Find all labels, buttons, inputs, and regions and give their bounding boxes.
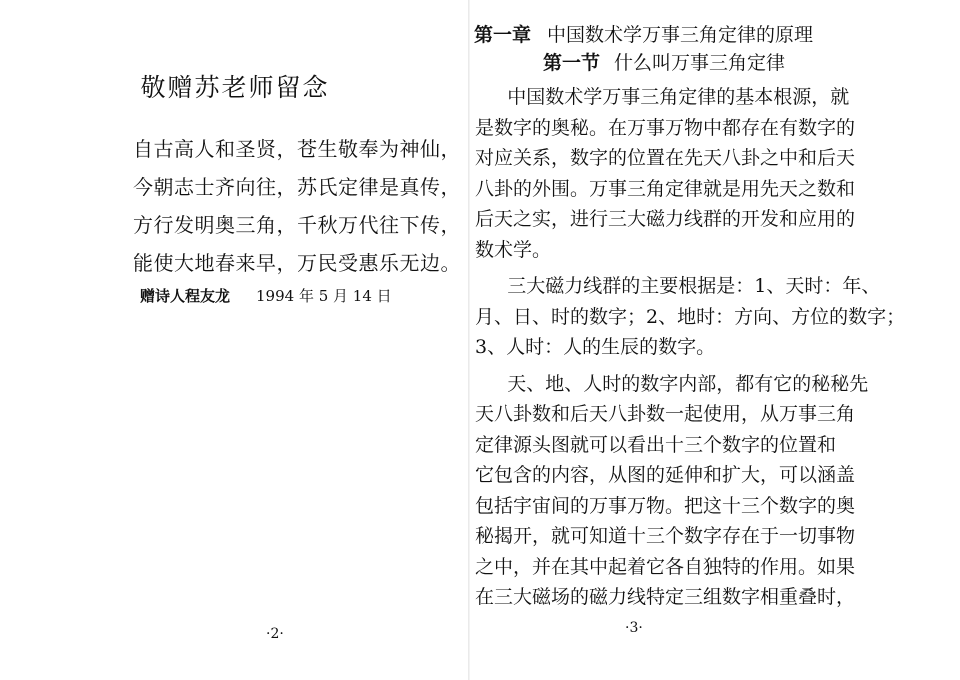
chapter-heading	[474, 20, 813, 47]
text-line: 它包含的内容，从图的延伸和扩大，可以涵盖	[475, 464, 856, 486]
text-line: 天、地、人时的数字内部，都有它的秘秘先	[507, 372, 869, 395]
signature-date: 1994 年 5 月 14 日	[256, 287, 392, 305]
text-line: 后天之实，进行三大磁力线群的开发和应用的	[475, 208, 856, 230]
poem	[133, 130, 461, 282]
poem-line: 今朝志士齐向往，苏氏定律是真传，	[133, 175, 461, 199]
text-line: 是数字的奥秘。在万事万物中都存在有数字的	[475, 116, 856, 139]
text-line: 天八卦数和后天八卦数一起使用，从万事三角	[475, 403, 856, 425]
signature-author: 赠诗人程友龙	[140, 287, 231, 305]
text-line: 秘揭开，就可知道十三个数字存在于一切事物	[475, 525, 856, 547]
text-line: 中国数术学万事三角定律的基本根源，就	[507, 86, 850, 108]
text-line: 3、人时：人的生辰的数字。	[475, 336, 716, 358]
section-title: 什么叫万事三角定律	[614, 52, 786, 74]
page-number-left: ·2·	[266, 626, 284, 642]
text-line: 包括宇宙间的万事万物。把这十三个数字的奥	[475, 494, 856, 517]
text-line: 三大磁力线群的主要根据是：1、天时：年、	[507, 275, 881, 297]
chapter-number: 第一章	[474, 24, 532, 46]
paragraph	[475, 82, 856, 265]
paragraph	[475, 369, 869, 613]
text-line: 定律源头图就可以看出十三个数字的位置和	[475, 433, 837, 456]
poem-line: 方行发明奥三角，千秋万代往下传，	[133, 213, 461, 237]
page-number-right: ·3·	[625, 620, 643, 636]
right-page	[470, 0, 960, 680]
section-number: 第一节	[543, 52, 601, 74]
paragraph	[475, 271, 906, 363]
text-line: 对应关系，数字的位置在先天八卦之中和后天	[475, 147, 856, 169]
poem-line: 能使大地春来早，万民受惠乐无边。	[133, 251, 461, 275]
left-page	[0, 0, 470, 680]
text-line: 在三大磁场的磁力线特定三组数字相重叠时，	[475, 586, 856, 608]
chapter-title: 中国数术学万事三角定律的原理	[547, 24, 814, 46]
poem-title: 敬赠苏老师留念	[140, 73, 330, 102]
text-line: 数术学。	[475, 238, 552, 261]
text-line: 八卦的外围。万事三角定律就是用先天之数和	[475, 177, 856, 200]
poem-line: 自古高人和圣贤，苍生敬奉为神仙，	[133, 137, 461, 161]
section-heading	[543, 48, 785, 75]
signature	[140, 285, 392, 306]
body-text	[475, 82, 906, 613]
text-line: 月、日、时的数字；2、地时：方向、方位的数字；	[475, 305, 906, 328]
text-line: 之中，并在其中起着它各自独特的作用。如果	[475, 555, 856, 578]
